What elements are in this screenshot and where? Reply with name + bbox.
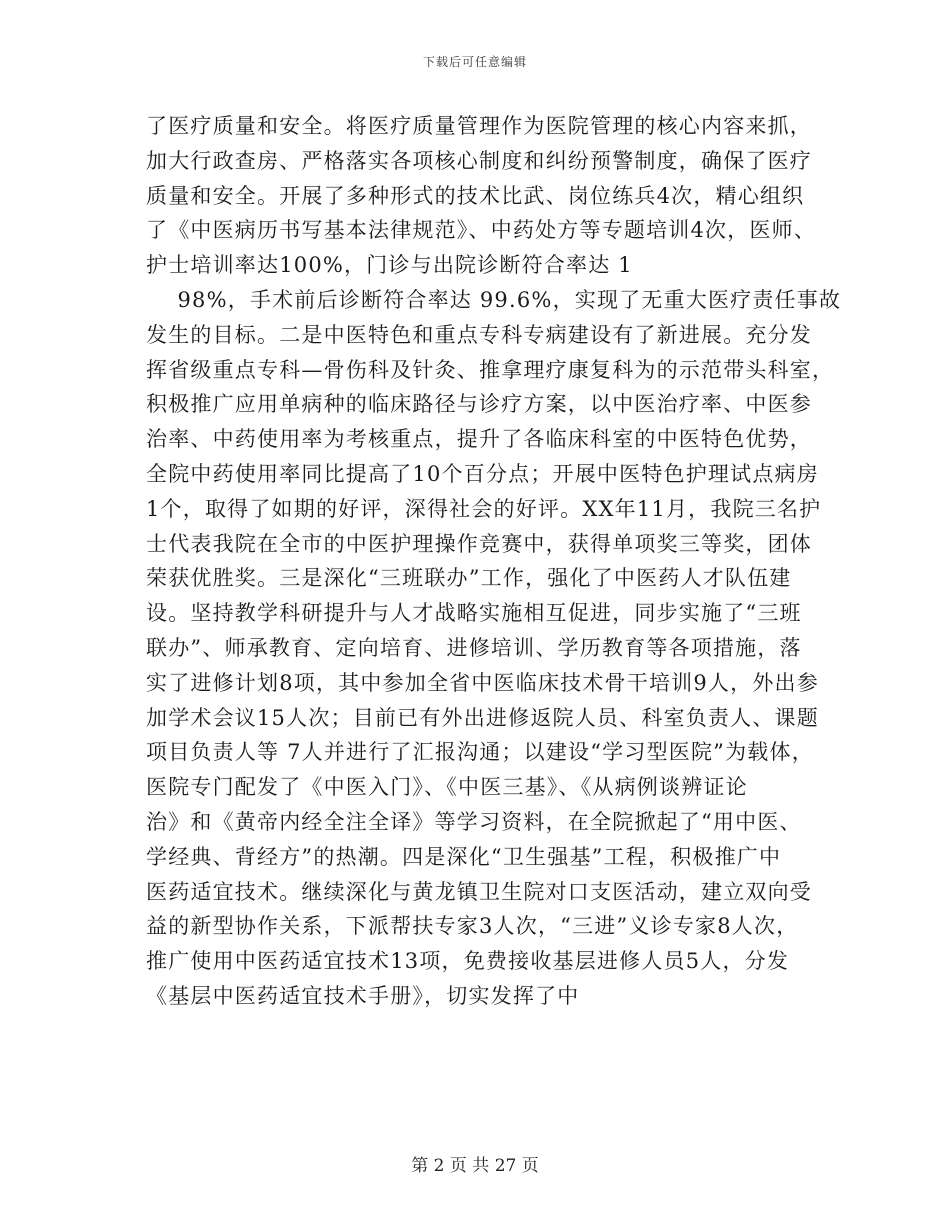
text-line: 推广使用中医药适宜技术13项，免费接收基层进修人员5人，分发 [146,949,790,974]
document-body [146,109,842,1014]
text-line: 积极推广应用单病种的临床路径与诊疗方案，以中医治疗率、中医参 [146,392,812,417]
text-line: 学经典、背经方”的热潮。四是深化“卫生强基”工程，积极推广中 [146,844,782,869]
text-line: 项目负责人等 7人并进行了汇报沟通；以建设“学习型医院”为载体， [146,740,814,765]
text-line: 联办”、师承教育、定向培育、进修培训、学历教育等各项措施，落 [146,635,802,660]
text-line: 挥省级重点专科—骨伤科及针灸、推拿理疗康复科为的示范带头科室， [146,357,835,382]
text-line: 治》和《黄帝内经全注全译》等学习资料，在全院掀起了“用中医、 [146,809,802,834]
text-line: 发生的目标。二是中医特色和重点专科专病建设有了新进展。充分发 [146,322,812,347]
text-line: 98%，手术前后诊断符合率达 99.6%，实现了无重大医疗责任事故 [146,287,842,312]
text-line: 加大行政查房、严格落实各项核心制度和纠纷预警制度，确保了医疗 [146,148,812,173]
text-line: 1个，取得了如期的好评，深得社会的好评。XX年11月，我院三名护 [146,496,822,521]
text-line: 益的新型协作关系，下派帮扶专家3人次，“三进”义诊专家8人次， [146,914,799,939]
text-line: 士代表我院在全市的中医护理操作竞赛中，获得单项奖三等奖，团体 [146,531,812,556]
page-header-note: 下载后可任意编辑 [422,55,527,69]
page-number-footer: 第 2 页 共 27 页 [411,1156,539,1176]
text-line: 护士培训率达100%，门诊与出院诊断符合率达 1 [146,253,633,278]
text-line: 设。坚持教学科研提升与人才战略实施相互促进，同步实施了“三班 [146,601,802,626]
text-line: 治率、中药使用率为考核重点，提升了各临床科室的中医特色优势， [146,427,812,452]
text-line: 《基层中医药适宜技术手册》，切实发挥了中 [146,983,580,1008]
text-line: 实了进修计划8项，其中参加全省中医临床技术骨干培训9人，外出参 [146,670,819,695]
text-line: 全院中药使用率同比提高了10个百分点；开展中医特色护理试点病房 [146,461,819,486]
text-line: 医院专门配发了《中医入门》、《中医三基》、《从病例谈辨证论 [146,775,748,800]
text-line: 质量和安全。开展了多种形式的技术比武、岗位练兵4次，精心组织 [146,183,805,208]
text-line: 荣获优胜奖。三是深化“三班联办”工作，强化了中医药人才队伍建 [146,566,792,591]
text-line: 了《中医病历书写基本法律规范》、中药处方等专题培训4次，医师、 [146,218,817,243]
text-line: 加学术会议15人次；目前已有外出进修返院人员、科室负责人、课题 [146,705,819,730]
text-line: 了医疗质量和安全。将医疗质量管理作为医院管理的核心内容来抓， [146,114,812,138]
text-line: 医药适宜技术。继续深化与黄龙镇卫生院对口支医活动，建立双向受 [146,879,812,904]
